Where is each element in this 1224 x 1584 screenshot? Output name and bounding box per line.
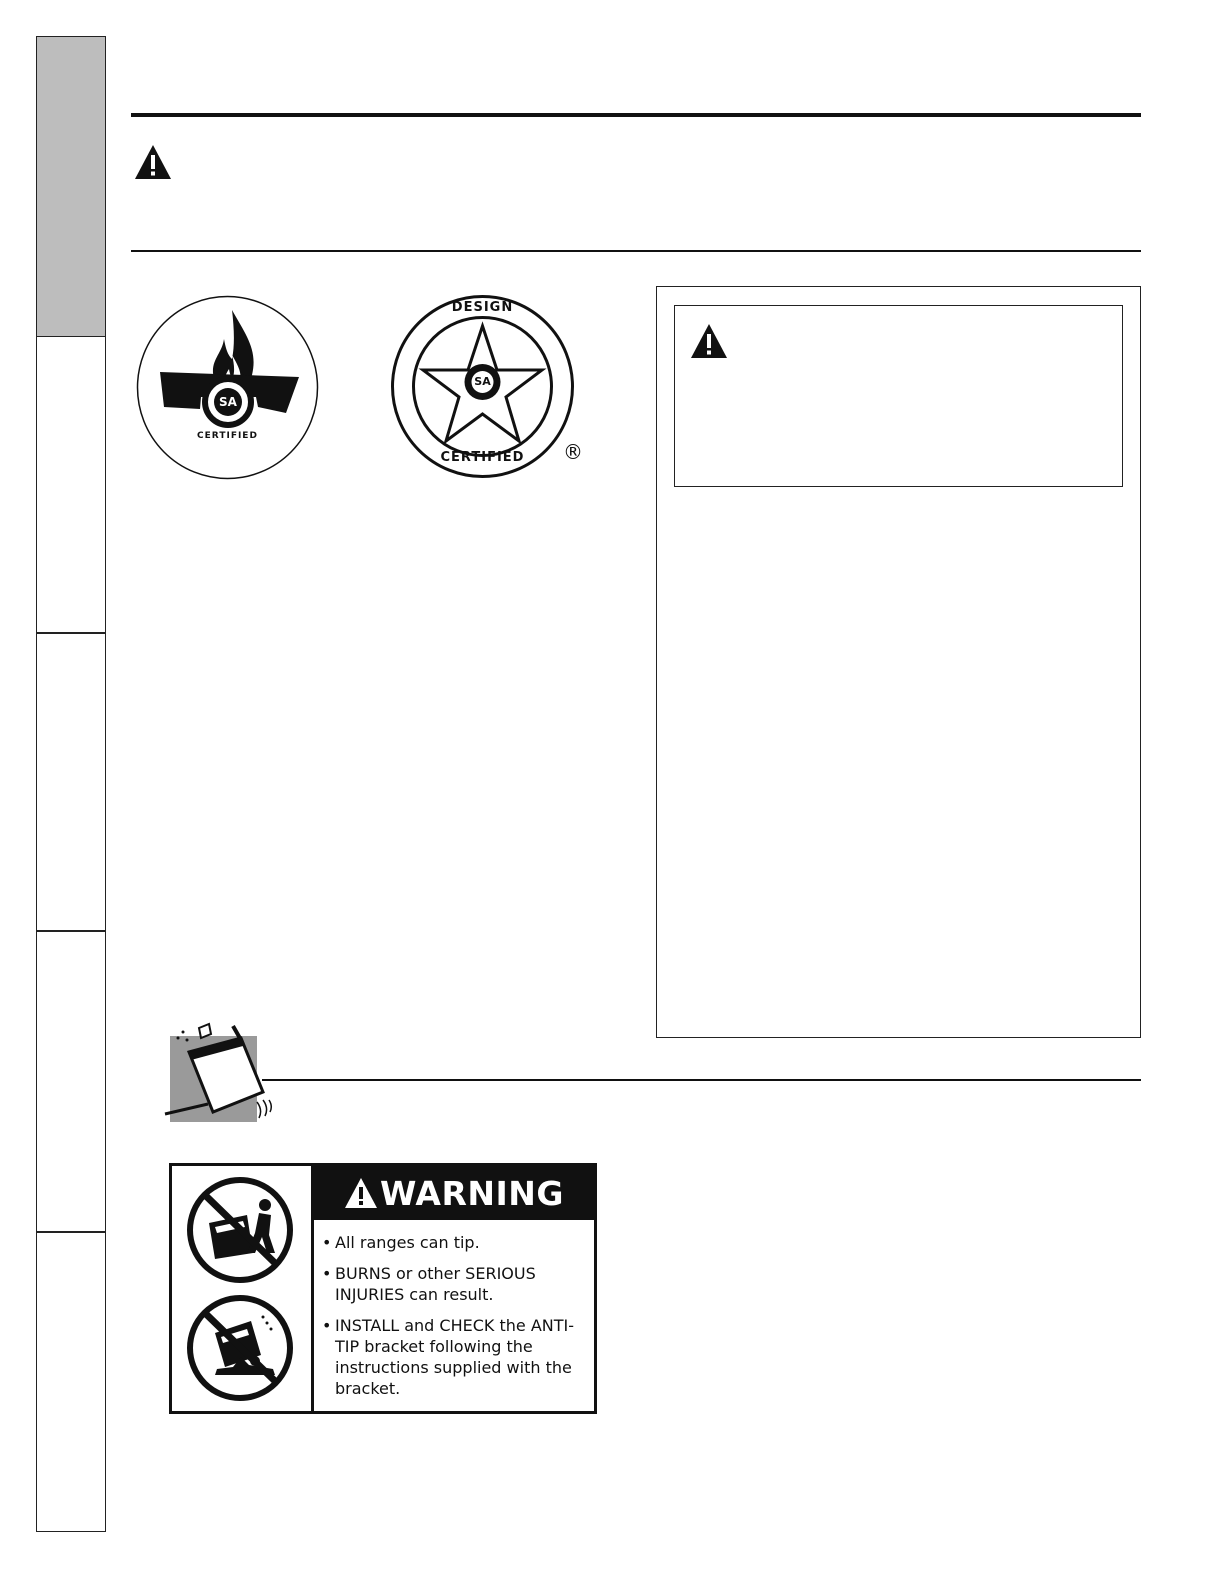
side-tab-2[interactable] bbox=[36, 336, 106, 634]
anti-tip-section-rule bbox=[262, 1079, 1141, 1081]
side-tab-5[interactable] bbox=[36, 1231, 106, 1532]
side-tab-4[interactable] bbox=[36, 930, 106, 1233]
warning-bullet: • INSTALL and CHECK the ANTI-TIP bracket following the instructions supplied with the bracket. bbox=[322, 1315, 592, 1399]
warning-bullet: • All ranges can tip. bbox=[322, 1232, 592, 1253]
warning-panel-inner bbox=[674, 305, 1123, 487]
design-certified-top-text: DESIGN bbox=[451, 300, 514, 315]
side-tab-3[interactable] bbox=[36, 632, 106, 932]
warning-bullet: • BURNS or other SERIOUS INJURIES can result. bbox=[322, 1263, 592, 1305]
design-certified-logo bbox=[390, 294, 575, 479]
design-certified-emblem-text: SA bbox=[474, 375, 491, 388]
design-certified-bottom-text: CERTIFIED bbox=[440, 450, 525, 465]
warning-triangle-icon bbox=[133, 143, 173, 181]
csa-flame-emblem-text: SA bbox=[219, 395, 237, 409]
warning-pictograms bbox=[172, 1166, 314, 1411]
header-rule-thick bbox=[131, 113, 1141, 117]
anti-tip-warning-label bbox=[169, 1163, 597, 1414]
csa-flame-logo bbox=[136, 295, 319, 480]
range-tipping-icon bbox=[163, 1022, 273, 1126]
side-tab-1[interactable] bbox=[36, 36, 106, 337]
warning-heading bbox=[314, 1166, 594, 1220]
registered-mark: ® bbox=[563, 440, 583, 464]
warning-triangle-icon bbox=[689, 322, 729, 360]
warning-bullets bbox=[322, 1232, 592, 1409]
csa-flame-caption: CERTIFIED bbox=[197, 431, 258, 441]
warning-triangle-icon bbox=[344, 1177, 378, 1209]
tip-injury-pictogram-icon bbox=[185, 1293, 295, 1403]
warning-heading-text: WARNING bbox=[380, 1173, 564, 1213]
header-rule-thin bbox=[131, 250, 1141, 252]
no-tip-pictogram-icon bbox=[185, 1175, 295, 1285]
